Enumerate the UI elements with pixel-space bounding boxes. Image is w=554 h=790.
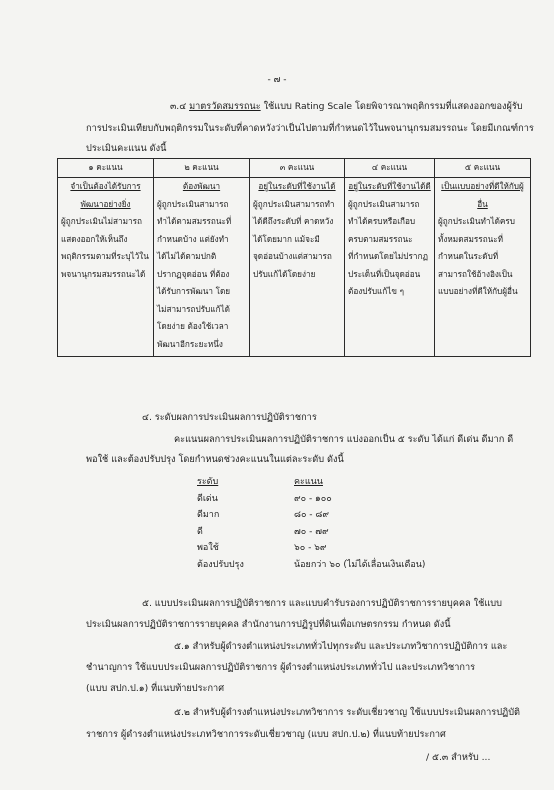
rating-description-line: พัฒนาอีกระยะหนึ่ง (157, 338, 223, 349)
rating-description-line: จุดอ่อนบ้างแต่สามารถ (253, 251, 332, 261)
rating-description-line: ผู้ถูกประเมินสามารถ (348, 198, 420, 209)
section-5-line-2: ประเมินผลการปฏิบัติราชการรายบุคคล สำนักงานการปฏิรูปที่ดินเพื่อเกษตรกรรม กำหนด ดังนี้ (86, 619, 451, 630)
rating-level-title: เป็นแบบอย่างที่ดีให้กับผู้อื่น (441, 181, 524, 209)
section-5-line-1: ๕. แบบประเมินผลการปฏิบัติราชการ และแบบคำรับรองการปฏิบัติราชการรายบุคคล ใช้แบบ (142, 598, 502, 609)
rating-description-line: ได้รับการพัฒนา โดย (157, 286, 231, 296)
score-level-range: น้อยกว่า ๖๐ (ไม่ได้เลื่อนเงินเดือน) (294, 559, 426, 570)
section-3-4-number: ๓.๔ (170, 101, 187, 112)
rating-description-line: โดยง่าย ต้องใช้เวลา (157, 321, 229, 331)
rating-header-4: ๔ คะแนน (345, 159, 435, 178)
rating-level-title: ต้องพัฒนา (182, 181, 221, 191)
score-level-range: ๙๐ - ๑๐๐ (294, 493, 332, 504)
rating-level-title: อยู่ในระดับที่ใช้งานได้ดี (348, 181, 431, 191)
rating-description-line: ทำได้ตามสมรรถนะที่ (157, 216, 232, 226)
rating-cell (435, 178, 531, 357)
rating-level-title: อยู่ในระดับที่ใช้งานได้ (258, 181, 336, 191)
score-level-row (197, 540, 425, 557)
score-level-name: ดีมาก (197, 510, 220, 520)
score-level-table (197, 474, 425, 573)
rating-cell (250, 178, 345, 357)
rating-description-line: ได้ไม่ได้ตามปกติ (157, 251, 217, 261)
rating-description-row (58, 178, 531, 357)
score-level-name: ดีเด่น (197, 493, 218, 504)
rating-description-line: สามารถใช้อ้างอิงเป็น (438, 268, 513, 279)
rating-description-line: ประเด็นที่เป็นจุดอ่อน (348, 268, 421, 279)
rating-description-line: กำหนดบ้าง แต่ยังทำ (157, 233, 229, 244)
score-level-row (197, 491, 425, 508)
rating-description-line: ไม่สามารถปรับแก้ได้ (157, 303, 230, 314)
score-level-range: ๘๐ - ๘๙ (294, 510, 329, 520)
rating-description-line: พจนานุกรมสมรรถนะได้ (61, 268, 146, 279)
rating-cell (58, 178, 154, 357)
rating-description-line: ผู้ถูกประเมินไม่สามารถ (61, 216, 142, 226)
rating-description-line: แสดงออกให้เห็นถึง (61, 233, 128, 244)
rating-description-line: ได้ดีถึงระดับที่ คาดหวัง (253, 216, 334, 226)
rating-criteria-table (57, 158, 531, 357)
rating-description-line: ที่กำหนดโดยไม่ปรากฏ (348, 251, 428, 261)
section-3-4-line-2: การประเมินเทียบกับพฤติกรรมในระดับที่คาดหวังว่าเป็นไปตามที่กำหนดไว้ในพจนานุกรมสมรรถนะ โดยมีเกณฑ์การ (86, 123, 534, 134)
rating-description-line: ครบตามสมรรถนะ (348, 233, 413, 244)
rating-header-2: ๒ คะแนน (154, 159, 250, 178)
rating-description-line: ปรากฏจุดอ่อน ที่ต้อง (157, 268, 230, 279)
rating-description-line: แบบอย่างที่ดีให้กับผู้อื่น (438, 286, 518, 296)
rating-header-row (58, 159, 531, 178)
section-3-4-term: มาตรวัดสมรรถนะ (189, 101, 261, 112)
rating-description-line: ทำได้ครบหรือเกือบ (348, 216, 416, 226)
section-5-2-line-2: ราชการ ผู้ดำรงตำแหน่งประเภทวิชาการระดับเชี่ยวชาญ (แบบ สปก.ป.๒) ที่แนบท้ายประกาศ (86, 729, 446, 740)
rating-description-line: ปรับแก้ได้โดยง่าย (253, 268, 316, 279)
rating-description-line: กำหนดในระดับที่ (438, 251, 499, 261)
section-5-1-line-2: ชำนาญการ ใช้แบบประเมินผลการปฏิบัติราชการ ผู้ดำรงตำแหน่งประเภททั่วไป และประเภทวิชาการ (86, 662, 476, 673)
score-level-row (197, 524, 425, 541)
section-4-para-line-1: คะแนนผลการประเมินผลการปฏิบัติราชการ แบ่งออกเป็น ๕ ระดับ ได้แก่ ดีเด่น ดีมาก ดี (174, 434, 514, 445)
score-level-header-score: คะแนน (294, 477, 323, 487)
rating-header-5: ๕ คะแนน (435, 159, 531, 178)
section-5-2-line-1: ๕.๒ สำหรับผู้ดำรงตำแหน่งประเภทวิชาการ ระดับเชี่ยวชาญ ใช้แบบประเมินผลการปฏิบัติ (174, 707, 521, 718)
page-number: - ๗ - (267, 75, 287, 85)
rating-level-title: จำเป็นต้องได้รับการพัฒนาอย่างยิ่ง (70, 181, 141, 209)
rating-description-line: ได้โดยมาก แม้จะมี (253, 233, 320, 244)
continuation-note: / ๕.๓ สำหรับ ... (426, 752, 491, 763)
rating-cell (345, 178, 435, 357)
score-level-header (197, 474, 425, 491)
rating-cell (154, 178, 250, 357)
section-3-4-line-3: ประเมินคะแนน ดังนี้ (86, 143, 167, 154)
rating-description-line: ผู้ถูกประเมินทำได้ครบ (438, 216, 515, 226)
section-3-4-line-1 (170, 101, 523, 113)
score-level-header-level: ระดับ (197, 477, 219, 487)
section-5-1-line-3: (แบบ สปก.ป.๑) ที่แนบท้ายประกาศ (86, 683, 225, 694)
rating-description-line: ผู้ถูกประเมินสามารถ (157, 198, 229, 209)
score-level-range: ๗๐ - ๗๙ (294, 526, 329, 537)
score-level-name: ต้องปรับปรุง (197, 559, 244, 570)
rating-header-1: ๑ คะแนน (58, 159, 154, 178)
rating-description-line: พฤติกรรมตามที่ระบุไว้ใน (61, 251, 149, 261)
section-4-heading: ๔. ระดับผลการประเมินผลการปฏิบัติราชการ (142, 412, 317, 423)
rating-description-line: ทั้งหมดสมรรถนะที่ (438, 233, 504, 244)
section-4-para-line-2: พอใช้ และต้องปรับปรุง โดยกำหนดช่วงคะแนนในแต่ละระดับ ดังนี้ (86, 454, 344, 465)
section-3-4-text: ใช้แบบ Rating Scale โดยพิจารณาพฤติกรรมที่แสดงออกของผู้รับ (263, 101, 523, 112)
score-level-name: ดี (197, 526, 203, 537)
section-5-1-line-1: ๕.๑ สำหรับผู้ดำรงตำแหน่งประเภททั่วไปทุกระดับ และประเภทวิชาการปฏิบัติการ และ (174, 641, 508, 652)
rating-description-line: ผู้ถูกประเมินสามารถทำ (253, 198, 335, 209)
score-level-row (197, 557, 425, 574)
score-level-range: ๖๐ - ๖๙ (294, 543, 327, 553)
score-level-row (197, 507, 425, 524)
rating-header-3: ๓ คะแนน (250, 159, 345, 178)
rating-description-line: ต้องปรับแก้ไข ๆ (348, 286, 404, 296)
score-level-name: พอใช้ (197, 543, 219, 553)
